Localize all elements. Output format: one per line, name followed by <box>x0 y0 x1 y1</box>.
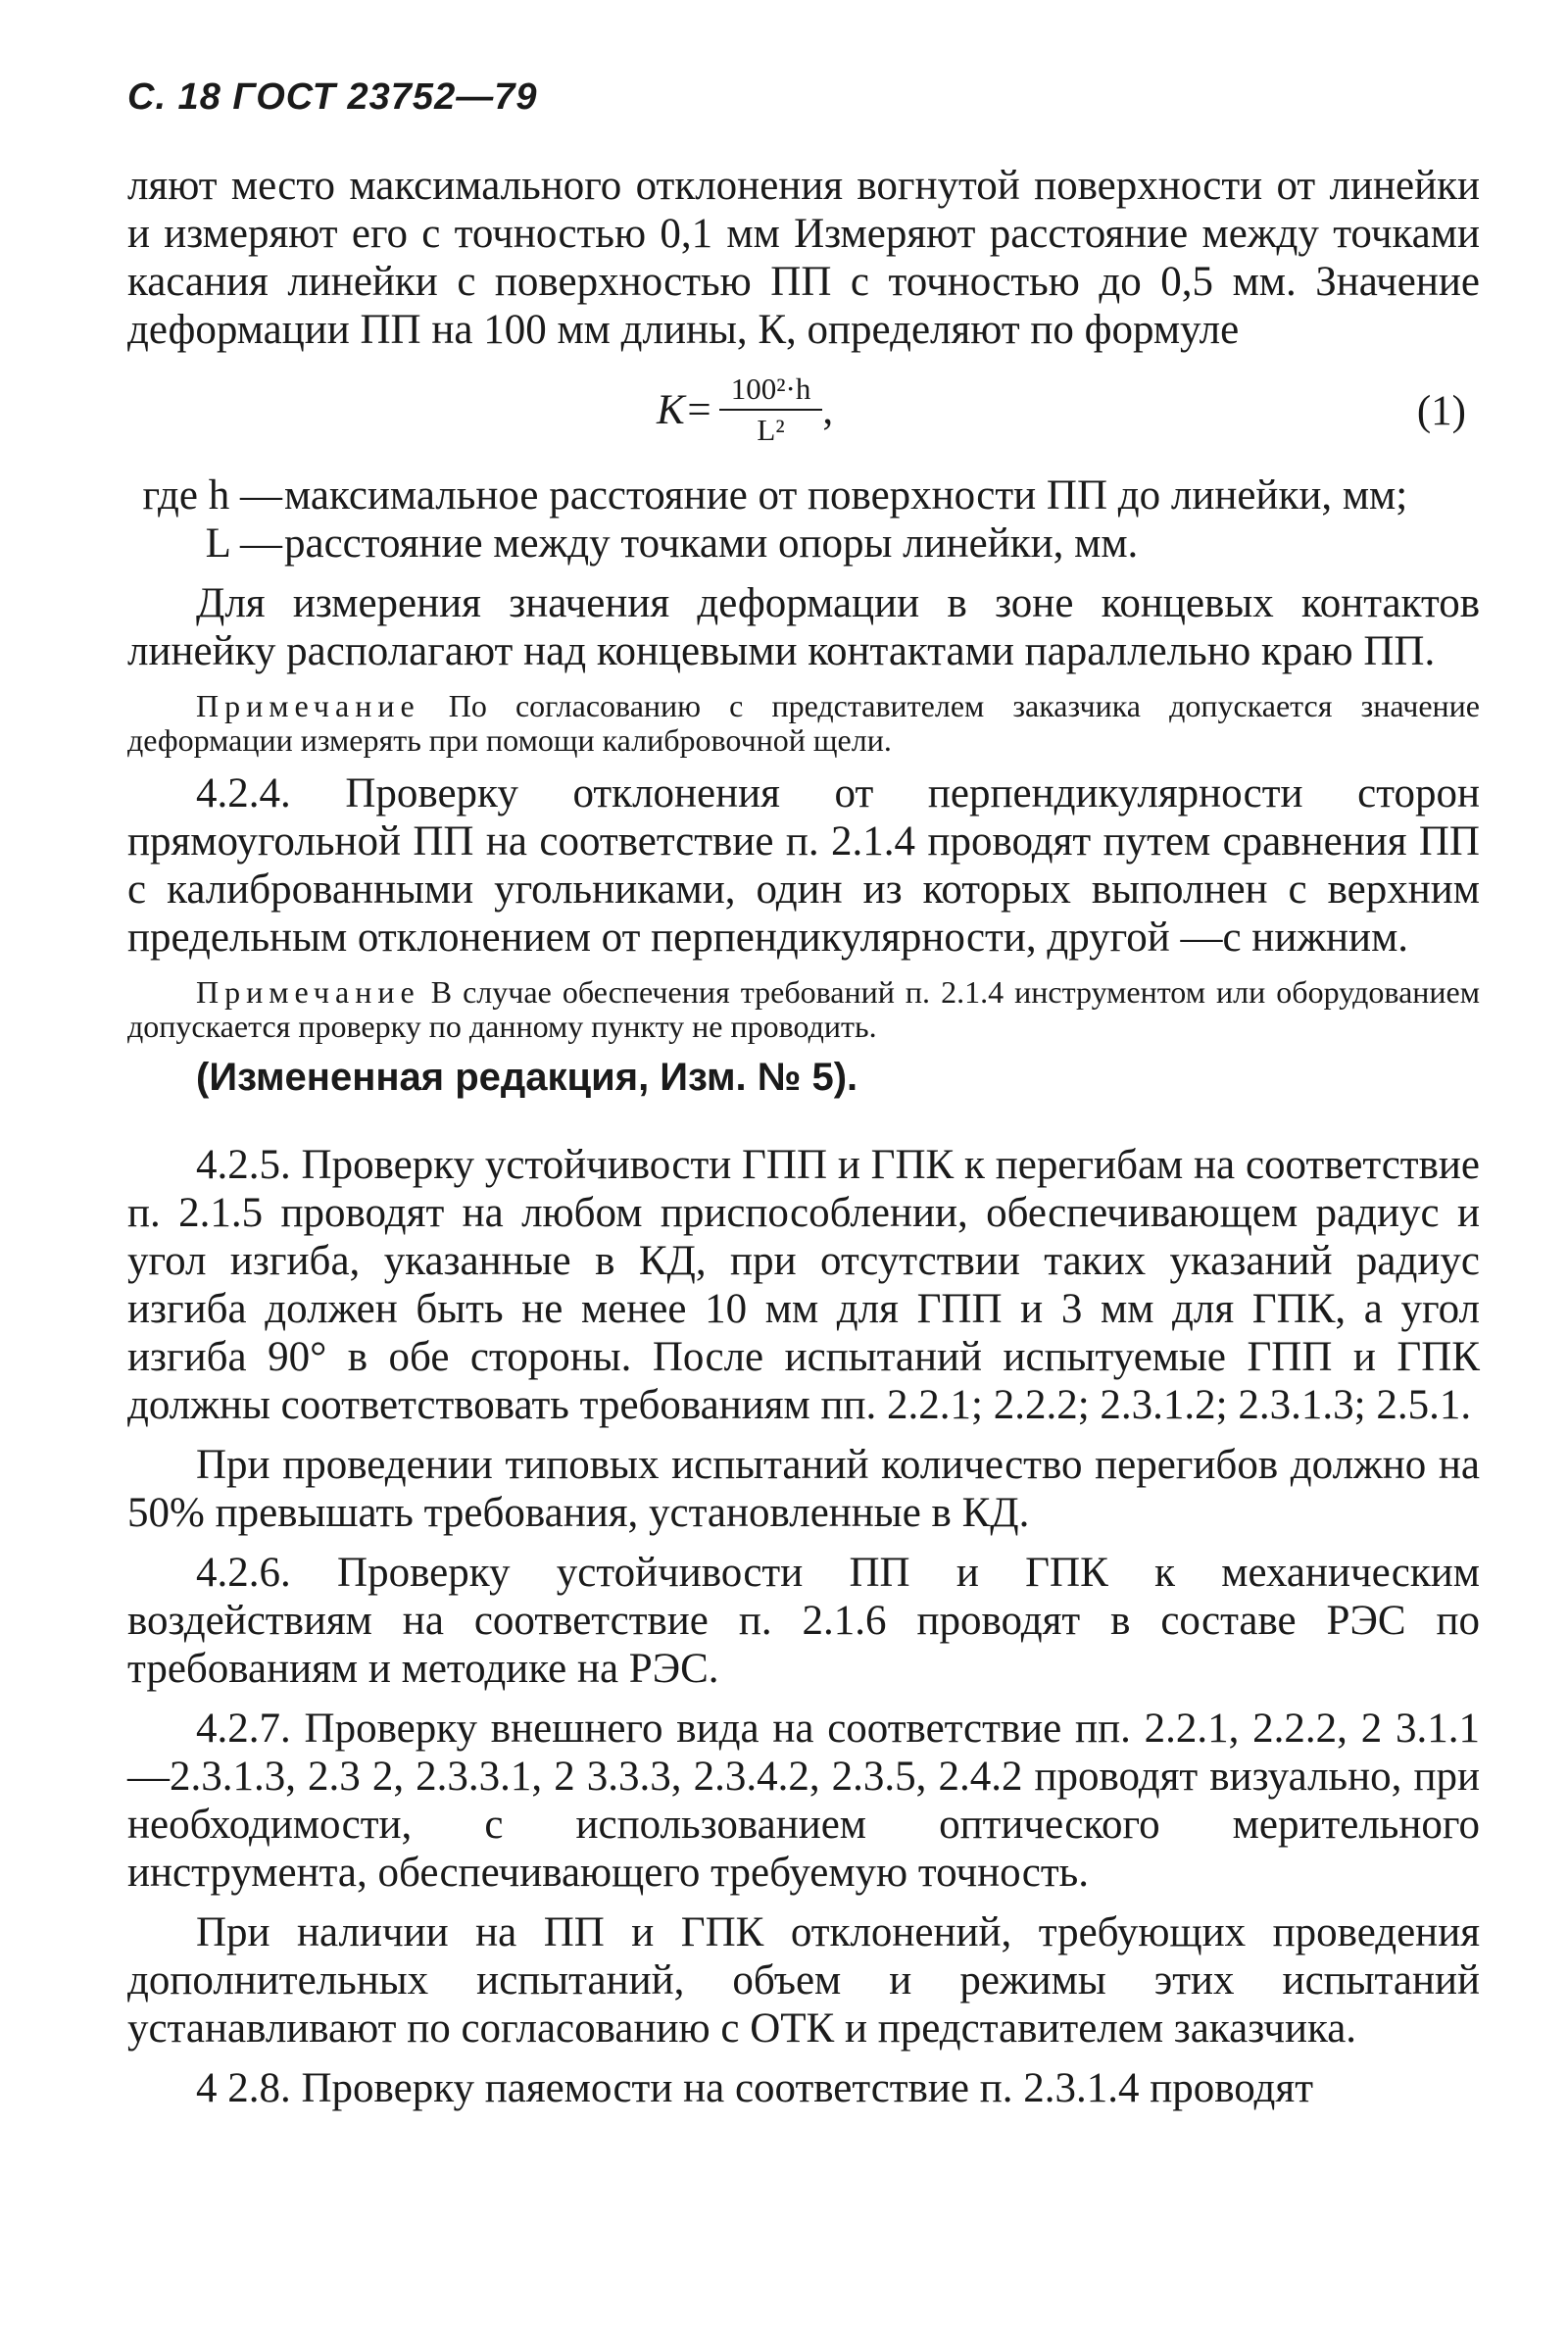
paragraph-deformation-method: ляют место максимального отклонения вогнутой поверхности от линейки и измеряют его с точностью 0,1 мм Измеряют расстояние между точками касания линейки с поверхностью ПП с точностью до 0,5 мм. Значение деформации ПП на 100 мм длины, К, определяют по формуле <box>127 163 1480 353</box>
formula-fraction <box>719 371 823 448</box>
paragraph-end-contacts: Для измерения значения деформации в зоне концевых контактов линейку располагают над концевыми контактами параллельно краю ПП. <box>127 580 1480 674</box>
legend-symbol-h: где h — <box>142 472 282 519</box>
paragraph-4-2-8: 4 2.8. Проверку паяемости на соответствие п. 2.3.1.4 проводят <box>196 2065 1313 2111</box>
paragraph-4-2-5: 4.2.5. Проверку устойчивости ГПП и ГПК к перегибам на соответствие п. 2.1.5 проводят на любом приспособлении, обеспечивающем радиус и угол изгиба, указанные в КД, при отсутствии таких указаний радиус изгиба должен быть не менее 10 мм для ГПП и 3 мм для ГПК, а угол изгиба 90° в обе стороны. После испытаний испытуемые ГПП и ГПК должны соответствовать требованиям пп. 2.2.1; 2.2.2; 2.3.1.2; 2.3.1.3; 2.5.1. <box>127 1142 1480 1428</box>
formula-expression <box>657 371 833 448</box>
document-page <box>127 76 1480 2112</box>
note-label: Примечание <box>196 974 420 1010</box>
formula-numerator: 100²·h <box>719 371 823 411</box>
note-text: По согласованию с представителем заказчика допускается значение деформации измерять при помощи калибровочной щели. <box>127 688 1480 758</box>
page-header: С. 18 ГОСТ 23752—79 <box>127 76 538 118</box>
formula-legend <box>127 471 1480 568</box>
formula-lhs: K= <box>657 386 713 433</box>
legend-text-h: максимальное расстояние от поверхности ПП до линейки, мм; <box>284 472 1408 519</box>
paragraph-deviations: При наличии на ПП и ГПК отклонений, требующих проведения дополнительных испытаний, объем и режимы этих испытаний устанавливают по согласованию с ОТК и представителем заказчика. <box>127 1909 1480 2052</box>
note-text: В случае обеспечения требований п. 2.1.4 инструментом или оборудованием допускается проверку по данному пункту не проводить. <box>127 974 1480 1044</box>
amended-edition-note: (Измененная редакция, Изм. № 5). <box>196 1056 858 1099</box>
paragraph-4-2-7: 4.2.7. Проверку внешнего вида на соответствие пп. 2.2.1, 2.2.2, 2 3.1.1—2.3.1.3, 2.3 2, 2.3.3.1, 2 3.3.3, 2.3.4.2, 2.3.5, 2.4.2 проводят визуально, при необходимости, с использованием оптического мерительного инструмента, обеспечивающего требуемую точность. <box>127 1706 1480 1896</box>
note-calibration-slot <box>127 689 1480 758</box>
formula-comma: , <box>822 386 834 433</box>
formula-number: (1) <box>1416 388 1466 434</box>
legend-symbol-l: L — <box>205 520 282 567</box>
paragraph-type-tests: При проведении типовых испытаний количество перегибов должно на 50% превышать требования, установленные в КД. <box>127 1442 1480 1536</box>
paragraph-4-2-6: 4.2.6. Проверку устойчивости ПП и ГПК к механическим воздействиям на соответствие п. 2.1.6 проводят в составе РЭС по требованиям и методике на РЭС. <box>127 1550 1480 1692</box>
legend-text-l: расстояние между точками опоры линейки, мм. <box>284 520 1139 567</box>
formula-denominator: L² <box>757 413 785 447</box>
formula-1 <box>127 366 1480 471</box>
note-label: Примечание <box>196 688 420 723</box>
note-tooling <box>127 975 1480 1044</box>
paragraph-4-2-4: 4.2.4. Проверку отклонения от перпендикулярности сторон прямоугольной ПП на соответствие п. 2.1.4 проводят путем сравнения ПП с калиброванными угольниками, один из которых выполнен с верхним предельным отклонением от перпендикулярности, другой —с нижним. <box>127 770 1480 961</box>
